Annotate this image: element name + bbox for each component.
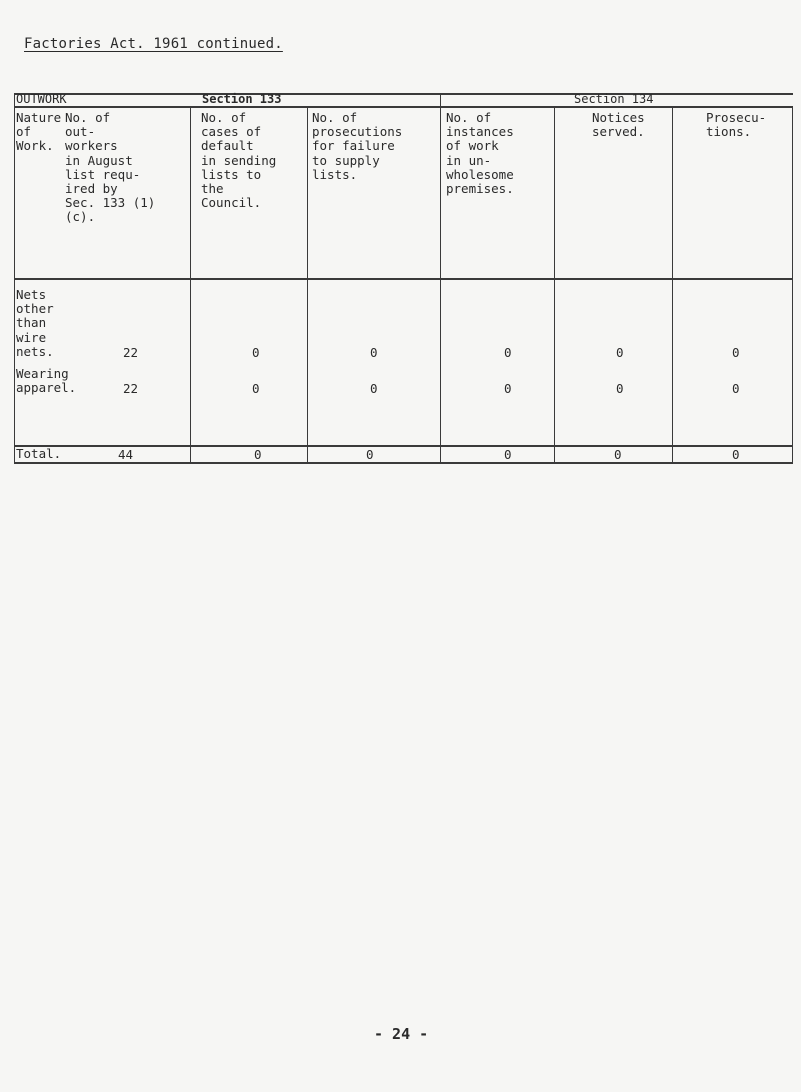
total-notices: 0	[614, 447, 622, 462]
vrule-2	[307, 107, 308, 463]
total-unwholesome: 0	[504, 447, 512, 462]
row-apparel-default: 0	[252, 381, 260, 396]
vrule-4	[554, 107, 555, 463]
row-apparel-nature: Wearing apparel.	[16, 366, 77, 396]
vrule-5	[672, 107, 673, 463]
col-notices-served: Notices served.	[592, 110, 645, 140]
row-nets-notices: 0	[616, 345, 624, 360]
row-apparel-prosecutions-failure: 0	[370, 381, 378, 396]
outwork-table	[14, 93, 793, 464]
total-outworkers: 44	[118, 447, 134, 462]
row-apparel-outworkers: 22	[123, 381, 139, 396]
vrule-1	[190, 107, 191, 463]
rule-top	[14, 93, 793, 95]
row-apparel-prosecutions: 0	[732, 381, 740, 396]
row-apparel-unwholesome: 0	[504, 381, 512, 396]
rule-title	[14, 106, 793, 108]
title-section-133: Section 133	[202, 92, 282, 106]
row-nets-nature: Nets other than wire nets.	[16, 287, 54, 359]
row-nets-outworkers: 22	[123, 345, 139, 360]
total-default: 0	[254, 447, 262, 462]
total-label: Total.	[16, 446, 62, 461]
row-nets-unwholesome: 0	[504, 345, 512, 360]
title-outwork: OUTWORK	[16, 92, 67, 106]
col-unwholesome-premises: No. of instances of work in un- wholesome premises.	[446, 110, 514, 197]
page-header: Factories Act. 1961 continued.	[24, 36, 283, 52]
row-nets-prosecutions-failure: 0	[370, 345, 378, 360]
col-prosecutions: Prosecu- tions.	[706, 110, 767, 140]
col-prosecutions-failure: No. of prosecutions for failure to supply lists.	[312, 110, 403, 182]
page-number: - 24 -	[374, 1025, 429, 1043]
row-apparel-notices: 0	[616, 381, 624, 396]
col-no-of-outworkers: No. of out- workers in August list requ- ired by Sec. 133 (1) (c).	[65, 110, 156, 225]
vrule-right	[792, 107, 793, 463]
total-prosecutions: 0	[732, 447, 740, 462]
title-section-134: Section 134	[574, 92, 654, 106]
rule-header-bottom	[14, 278, 793, 280]
col-nature-of-work: Nature of Work.	[16, 110, 62, 154]
vrule-3	[440, 93, 441, 463]
vrule-left	[14, 93, 15, 463]
row-nets-default: 0	[252, 345, 260, 360]
total-prosecutions-failure: 0	[366, 447, 374, 462]
col-cases-of-default: No. of cases of default in sending lists to the Council.	[201, 110, 277, 211]
row-nets-prosecutions: 0	[732, 345, 740, 360]
rule-bottom	[14, 462, 793, 464]
